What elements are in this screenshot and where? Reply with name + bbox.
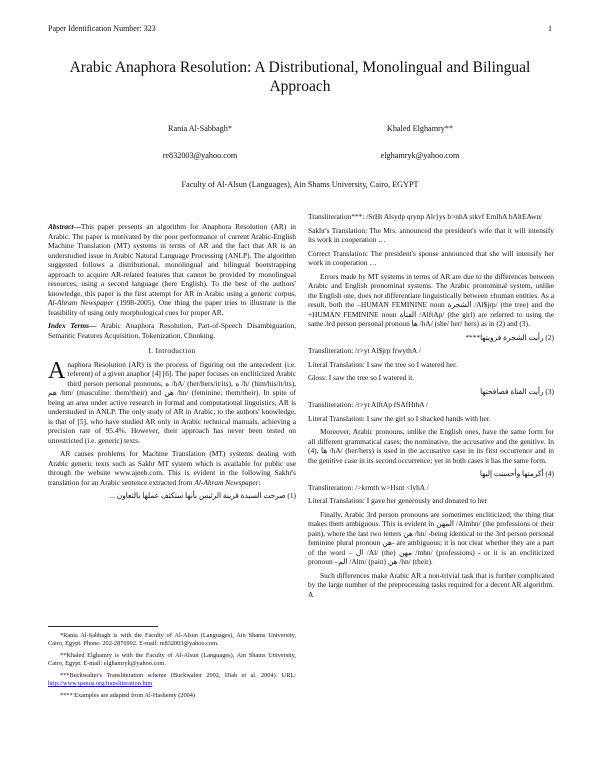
drop-cap: A	[48, 357, 66, 384]
footnote-3-text: ***Buckwalter's Transliteration scheme (Buckwalter 2002, Diab et al. 2004). URL:	[60, 672, 296, 679]
abstract-text: This paper presents an algorithm for Anaphora Resolution (AR) in Arabic. The paper is motivated by the poor performance of current Arabic-English Machine Translation (MT) systems in terms of AR and the fact that AR is an understudied issue in Arabic Natural Language Processing (ANLP). The algorithm suggested follows a distributional, monolingual and bilingual bootstrapping approach to acquire AR-related features that cannot be provided by monolingual resources, using a second language (here English). To the best of the authors' knowledge, this paper is the first attempt for AR in Arabic using a generic corpus,	[48, 222, 296, 298]
correct-translation: Correct Translation: The president's spouse announced that she will intensify her work in cooperation …	[308, 248, 554, 267]
right-column	[308, 212, 554, 603]
footnotes	[48, 632, 296, 704]
running-header: Paper Identification Number: 323	[48, 24, 156, 33]
paragraph-pronoun-errors: Errors made by MT systems in terms of AR are due to the differences between Arabic and English pronominal systems. The Arabic pronominal system, unlike the English one, does not differentiate linguistically between ±human entities. As a result, both the –HUMAN FEMININE noun الشجرة /Al$jrp/ (the tree) and the +HUMAN FEMININE noun الفتاة /AlftAp/ (the girl) are referred to using the same 3rd person personal pronoun ها /hA/ (she/ her/ hers) as in (2) and (3).	[308, 271, 554, 328]
sakhr-translation: Sakhr's Translation: The Mrs. announced the president's wife that it will intensify its work in cooperation …	[308, 225, 554, 244]
author-1-name: Rania Al-Sabbagh*	[168, 124, 232, 133]
author-2-name: Khaled Elghamry**	[386, 124, 454, 133]
footnote-4: **** Examples are adapted from Al-Hashemy (2004)	[60, 692, 195, 699]
example-4-literal: Literal Translation: I gave her generously and donated to her	[308, 496, 488, 505]
paper-title: Arabic Anaphora Resolution: A Distributional, Monolingual and Bilingual Approach	[69, 59, 531, 95]
example-1-arabic: (1) صرحت السيدة قرينة الرئيس بأنها ستكثف عملها بالتعاون ...	[109, 491, 296, 500]
author-1-email: re832003@yahoo.com	[162, 151, 238, 160]
footnote-url-link[interactable]: http://www.qamus.org/transliteration.htm	[48, 680, 153, 687]
footnote-1: *Rania Al-Sabbagh is with the Faculty of Al-Alsun (Languages), Ain Shams University, Cairo, Egypt. Phone: 202-2876992. E-mail: re832003@yahoo.com.	[48, 632, 296, 647]
abstract-label: Abstract—	[48, 222, 81, 231]
abstract-italic: Al-Ahram Newspaper	[48, 298, 114, 307]
intro-paragraph-1	[48, 357, 297, 446]
example-3-arabic: (3) رأيت الفتاة فصافحتها	[480, 386, 554, 396]
translit-1: Transliteration***: /SrHt Alsydp qrynp Alr}ys b>nhA stkvf EmlhA bAltEAwn/	[308, 212, 543, 221]
page-number: 1	[548, 24, 552, 33]
paragraph-grammatical-cases: Moreover, Arabic pronouns, unlike the English ones, have the same form for all different grammatical cases; the nominative, the accusative and the genitive. In (4), ها /hA/ (her/hers) is used in the accusative case in its first occurrence and in the genitive case in its second occurrence; yet in both cases it has the same form.	[308, 427, 554, 465]
example-2-arabic: (2) رأيت الشجرة فرويتها****	[465, 332, 554, 342]
example-2-literal: Literal Translation: I saw the tree so I watered her.	[308, 359, 457, 369]
index-terms-text: Arabic Anaphora Resolution, Part-of-Speech Disambiguation, Semantic Features Acquisition, Tokenization, Chunking.	[48, 321, 296, 340]
footnote-3	[48, 672, 296, 688]
example-4-translit: Transliteration: />krmth w>Hsnt <lyhA /	[308, 482, 429, 492]
footnote-rule	[48, 626, 158, 627]
paragraph-encliticized: Finally, Arabic 3rd person pronouns are sometimes encliticized; the thing that makes them ambiguous. This is evident in المهن /Almhn/ (the professions or their pain), where the last two letters هن /hn/ -being identical to the 3rd person personal feminine plural pronoun هن- are ambiguous; it is not clear whether they are a part of the word – ال /Al/ (the) مهن /mhn/ (professions) - or it is an encliticized pronoun –الم /Alm/ (pain) هن /hn/ (their).	[308, 509, 555, 566]
example-2-translit: Transliteration: /r>yt Al$jrp frwythA /	[308, 346, 421, 355]
abstract-end: (1998-2005). One thing the paper tries to illustrate is the feasibility of using only morphological cues for proper AR.	[48, 298, 296, 317]
intro-p2-italic: Al-Ahram Newspaper	[194, 477, 259, 487]
abstract	[48, 222, 296, 317]
intro-p1-text: naphora Resolution (AR) is the process of figuring out the antecedent (i.e. referent) of a given anaphor [4] [6]. The paper focuses on encliticized Arabic third person personal pronouns, ه /hA/ (her/hers/it/its), ه /h/ (him/his/it/its), هم /hm/ (masculine: them/their) and هن /hn/ (feminine: them/their). In spite of being an area under active research in formal and computational linguistics, AR is understudied in ANLP. The only study of AR in Arabic, to the authors' knowledge, is that of [5], who have studied AR only in Arabic technical manuals, achieving a precision rate of 95.4%. However, their approach has never been tested on unrestricted (i.e. generic) texts.	[48, 359, 297, 445]
section-heading-introduction: I. Introduction	[148, 346, 196, 355]
index-terms-label: Index Terms—	[48, 321, 97, 330]
example-2-gloss: Gloss: I saw the tree so I watered it.	[308, 373, 415, 382]
intro-p2-text: AR causes problems for Machine Translation (MT) systems dealing with Arabic generic texts such as Sakhr MT system which is available for public use through the website www.ajeeb.com. This is evident in the following Sakhr's translation for an Arabic sentence extracted from	[48, 449, 296, 487]
intro-paragraph-2	[48, 449, 296, 487]
example-3-translit: Transliteration: /r>yt AlftAp fSAfHthA /	[308, 400, 429, 409]
example-3-literal: Literal Translation: I saw the girl so I shacked hands with her.	[308, 413, 491, 423]
footnote-2: **Khaled Elghamry is with the Faculty of Al-Alsun (Languages), Ain Shams University, Cairo, Egypt. E-mail: elghamryk@yahoo.com.	[48, 652, 296, 667]
affiliation: Faculty of Al-Alsun (Languages), Ain Shams University, Cairo, EGYPT	[181, 180, 419, 189]
paragraph-differences: Such differences make Arabic AR a non-trivial task that is further complicated by the large number of the preprocessing tasks required for a decent AR algorithm. A	[308, 570, 554, 599]
example-4-arabic: (4) أكرمتها وأحسنت إليها	[479, 469, 554, 478]
intro-p2-end: :	[258, 477, 261, 487]
index-terms	[48, 321, 296, 340]
author-2-email: elghamryk@yahoo.com	[380, 151, 460, 160]
left-column	[48, 222, 296, 505]
